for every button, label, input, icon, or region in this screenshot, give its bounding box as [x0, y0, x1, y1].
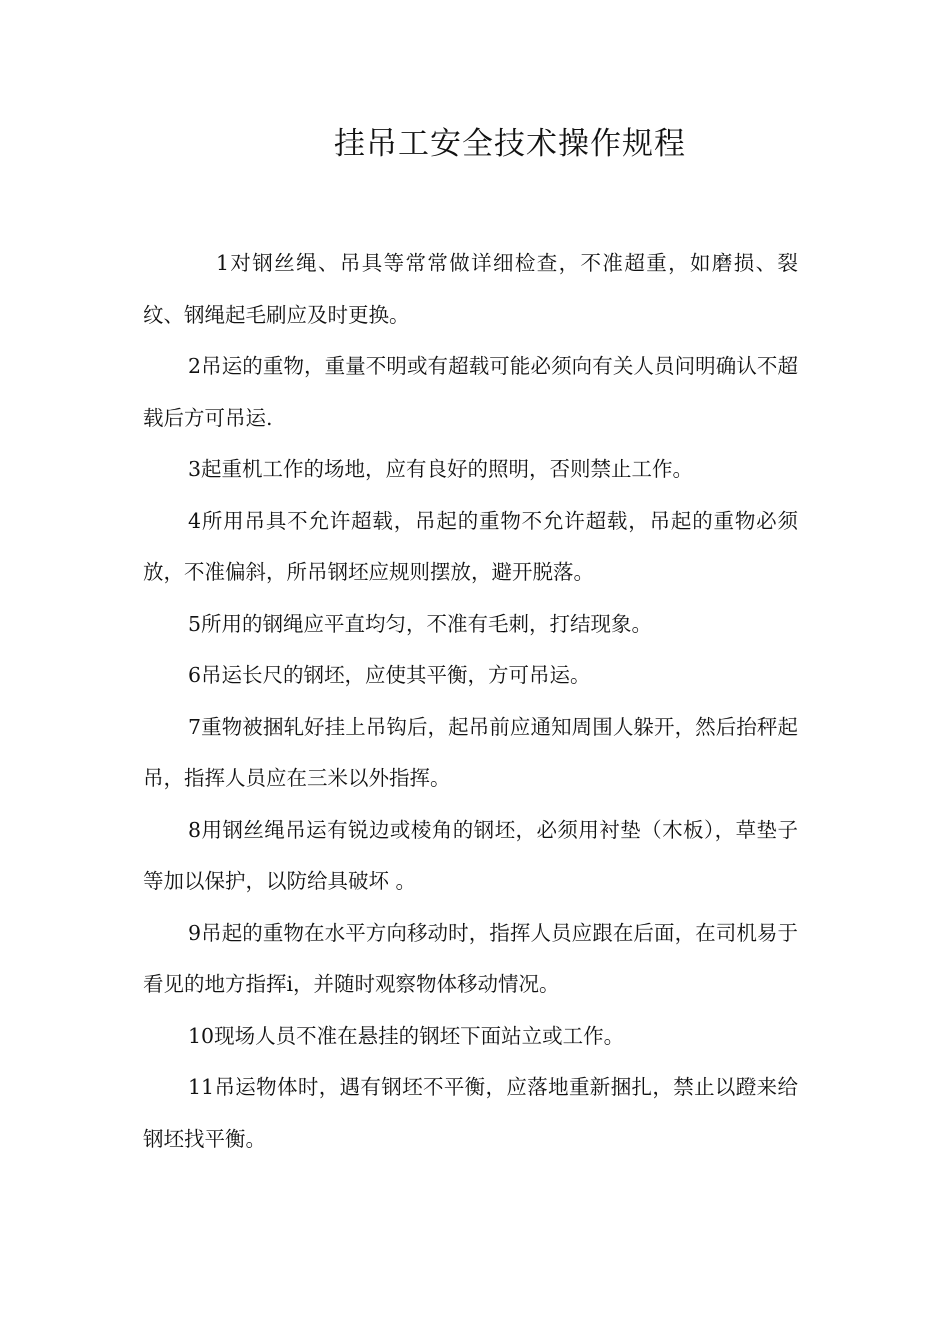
- paragraph-6: 6吊运长尺的钢坯，应使其平衡，方可吊运。: [188, 663, 591, 687]
- paragraph-9: 9吊起的重物在水平方向移动时，指挥人员应跟在后面，在司机易于看见的地方指挥i，并随时观察物体移动情况。: [143, 920, 798, 996]
- paragraph-10: 10现场人员不准在悬挂的钢坯下面站立或工作。: [188, 1023, 625, 1048]
- paragraph-2: 2吊运的重物，重量不明或有超载可能必须向有关人员问明确认不超载后方可吊运.: [143, 354, 798, 430]
- paragraph-1: 1对钢丝绳、吊具等常常做详细检查，不准超重，如磨损、裂纹、钢绳起毛刷应及时更换。: [143, 251, 798, 327]
- document-title: 挂吊工安全技术操作规程: [334, 126, 686, 162]
- paragraph-4: 4所用吊具不允许超载，吊起的重物不允许超载，吊起的重物必须放，不准偏斜，所吊钢坯应规则摆放，避开脱落。: [143, 508, 798, 584]
- paragraph-3: 3起重机工作的场地，应有良好的照明，否则禁止工作。: [188, 457, 694, 481]
- paragraph-5: 5所用的钢绳应平直均匀，不准有毛刺，打结现象。: [188, 611, 653, 636]
- paragraph-11: 11吊运物体时，遇有钢坯不平衡，应落地重新捆扎，禁止以蹬来给钢坯找平衡。: [143, 1075, 798, 1151]
- document-body: [143, 238, 798, 1165]
- paragraph-7: 7重物被捆轧好挂上吊钩后，起吊前应通知周围人躲开，然后抬秤起吊，指挥人员应在三米以外指挥。: [143, 714, 798, 790]
- paragraph-8: 8用钢丝绳吊运有锐边或棱角的钢坯，必须用衬垫（木板），草垫子等加以保护，以防给具破坏 。: [143, 817, 798, 893]
